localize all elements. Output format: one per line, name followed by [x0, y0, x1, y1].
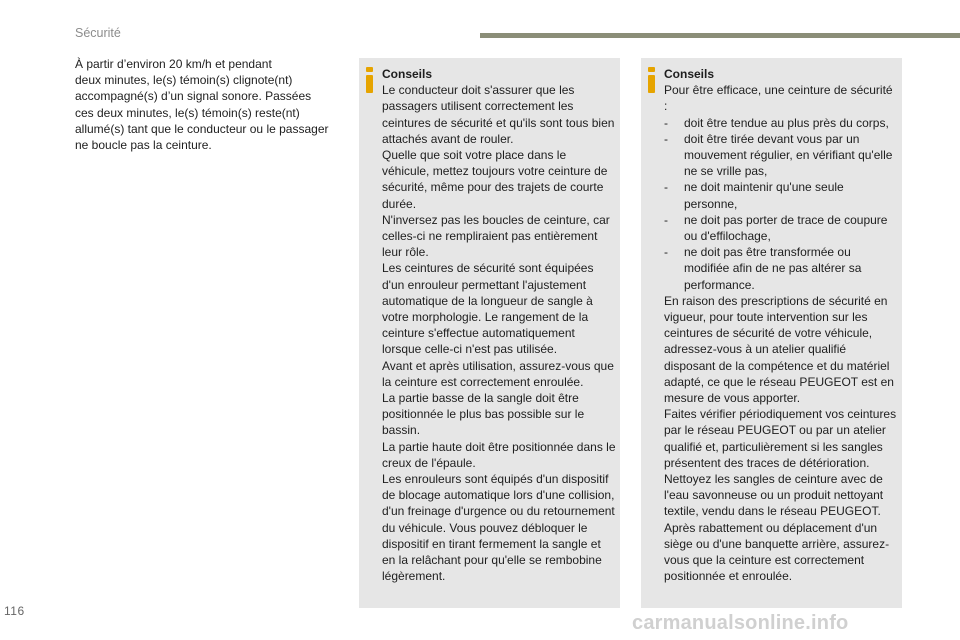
watermark: carmanualsonline.info: [632, 612, 849, 634]
intro-line: ces deux minutes, le(s) témoin(s) reste(nt): [75, 105, 300, 120]
list-item-text: doit être tendue au plus près du corps,: [684, 115, 889, 130]
intro-line: ne boucle pas la ceinture.: [75, 138, 212, 153]
panel-paragraph: Après rabattement ou déplacement d'un siège ou d'une banquette arrière, assurez-vous que la ceinture est correctement positionnée et enroulée.: [664, 520, 890, 584]
panel-paragraph: N'inversez pas les boucles de ceinture, car celles-ci ne rempliraient pas entièrement leur rôle.: [382, 212, 610, 260]
list-item: [664, 244, 898, 293]
advice-panel-body: [664, 66, 898, 585]
dash-marker: -: [664, 115, 668, 130]
intro-line: À partir d’environ 20 km/h et pendant: [75, 57, 272, 71]
panel-paragraph: En raison des prescriptions de sécurité en vigueur, pour toute intervention sur les ceintures de sécurité de votre véhicule, adressez-vous à un atelier qualifié disposant de la compétence et du matériel adapté, ce que le réseau PEUGEOT est en mesure de vous apporter.: [664, 293, 894, 406]
panel-paragraph: Le conducteur doit s'assurer que les passagers utilisent correctement les ceintures de sécurité et qu'ils sont tous bien attachés avant de rouler.: [382, 83, 615, 146]
intro-text: [75, 56, 343, 153]
intro-line: accompagné(s) d’un signal sonore. Passées: [75, 89, 312, 104]
panel-paragraph: Faites vérifier périodiquement vos ceintures par le réseau PEUGEOT ou par un atelier qualifié et, particulièrement si les sangles présentent des traces de détérioration.: [664, 407, 897, 470]
info-icon: [647, 67, 656, 93]
list-item: [664, 115, 898, 131]
panel-lead: Pour être efficace, une ceinture de sécurité :: [664, 83, 893, 114]
dash-marker: -: [664, 245, 668, 260]
panel-paragraph: Les ceintures de sécurité sont équipées d'un enrouleur permettant l'ajustement automatique de la longueur de sangle à votre morphologie. Le rangement de la ceinture s'effectue automatiquement lorsque celle-ci n'est pas utilisée.: [382, 261, 594, 357]
panel-title: Conseils: [382, 67, 433, 81]
list-item: [664, 212, 898, 244]
list-item: [664, 179, 898, 211]
header-accent-bar: [480, 33, 960, 38]
advice-panel-left: [359, 58, 620, 608]
panel-paragraph: Les enrouleurs sont équipés d'un dispositif de blocage automatique lors d'une collision, d'un freinage d'urgence ou du retournement du véhicule. Vous pouvez débloquer le dispositif en tirant fermement la sangle et en la relâchant pour qu'elle se rembobine légèrement.: [382, 472, 615, 584]
info-icon: [365, 67, 374, 93]
advice-panel-right: [641, 58, 902, 608]
requirements-list: [664, 115, 898, 293]
dash-marker: -: [664, 131, 668, 146]
list-item: [664, 131, 898, 180]
dash-marker: -: [664, 180, 668, 195]
list-item-text: ne doit maintenir qu'une seule personne,: [684, 180, 844, 211]
page-number: 116: [4, 604, 25, 618]
panel-paragraph: Quelle que soit votre place dans le véhicule, mettez toujours votre ceinture de sécurité, même pour des trajets de courte durée.: [382, 148, 608, 211]
panel-title: Conseils: [664, 67, 715, 81]
advice-panel-body: [382, 66, 616, 585]
panel-paragraph: Avant et après utilisation, assurez-vous que la ceinture est correctement enroulée.: [382, 358, 614, 389]
header-title: Sécurité: [75, 26, 121, 40]
list-item-text: ne doit pas porter de trace de coupure ou d'effilochage,: [684, 212, 888, 244]
panel-paragraph: La partie basse de la sangle doit être positionnée le plus bas possible sur le bassin.: [382, 391, 585, 438]
dash-marker: -: [664, 212, 668, 227]
intro-line: allumé(s) tant que le conducteur ou le passager: [75, 121, 329, 136]
panel-paragraph: Nettoyez les sangles de ceinture avec de l'eau savonneuse ou un produit nettoyant textile, vendu dans le réseau PEUGEOT.: [664, 472, 884, 519]
list-item-text: doit être tirée devant vous par un mouvement régulier, en vérifiant qu'elle ne se vrille pas,: [684, 131, 893, 179]
intro-line: deux minutes, le(s) témoin(s) clignote(nt): [75, 73, 293, 88]
panel-paragraph: La partie haute doit être positionnée dans le creux de l'épaule.: [382, 439, 616, 470]
list-item-text: ne doit pas être transformée ou modifiée afin de ne pas altérer sa performance.: [684, 245, 862, 292]
